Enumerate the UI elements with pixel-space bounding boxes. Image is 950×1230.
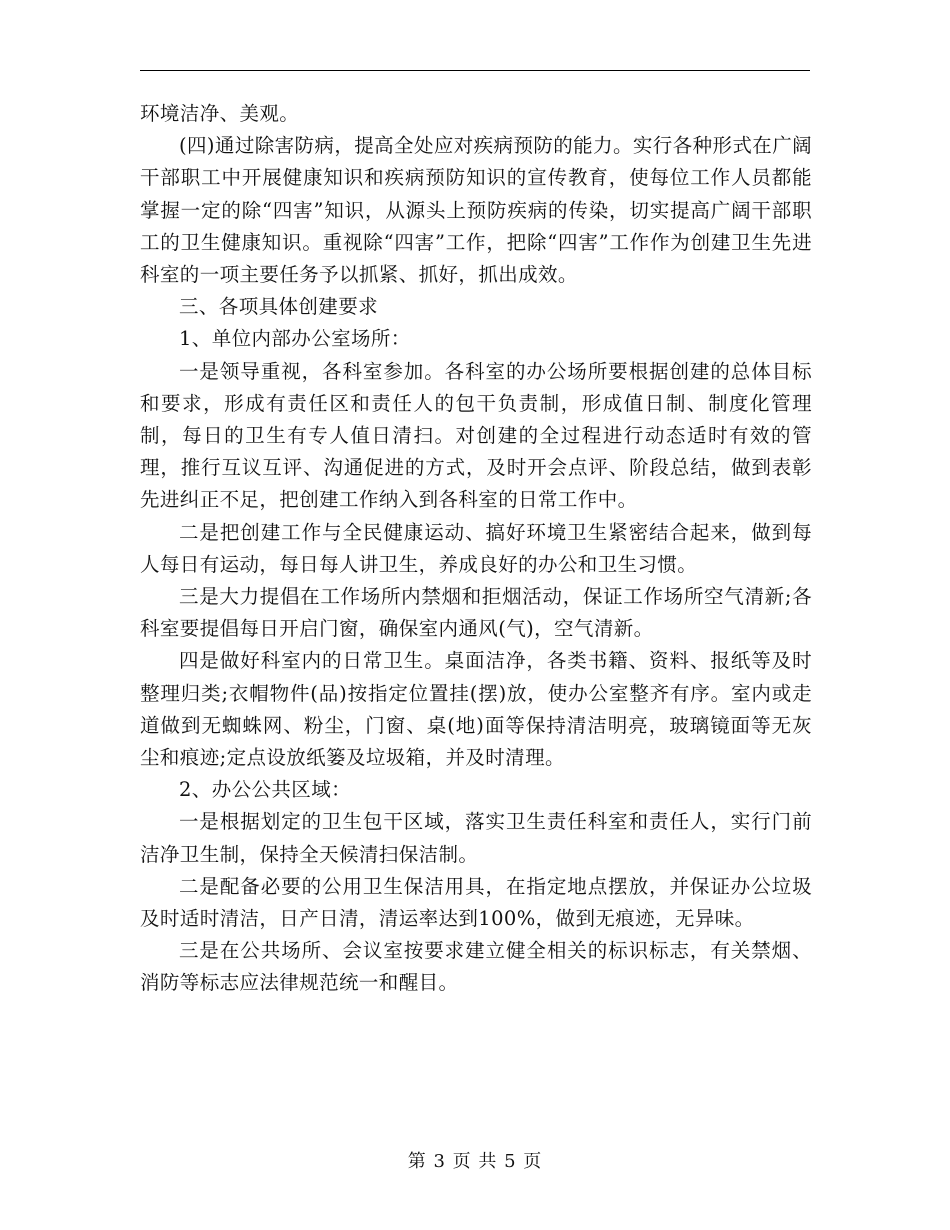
header-rule	[140, 70, 810, 71]
paragraph: 四是做好科室内的日常卫生。桌面洁净，各类书籍、资料、报纸等及时整理归类;衣帽物件(品)按指定位置挂(摆)放，使办公室整齐有序。室内或走道做到无蜘蛛网、粉尘，门窗、桌(地)面等保持清洁明亮，玻璃镜面等无灰尘和痕迹;定点设放纸篓及垃圾箱，并及时清理。	[140, 649, 812, 770]
paragraph: 一是领导重视，各科室参加。各科室的办公场所要根据创建的总体目标和要求，形成有责任区和责任人的包干负责制，形成值日制、制度化管理制，每日的卫生有专人值日清扫。对创建的全过程进行动态适时有效的管理，推行互议互评、沟通促进的方式，及时开会点评、阶段总结，做到表彰先进纠正不足，把创建工作纳入到各科室的日常工作中。	[140, 359, 812, 512]
subsection-heading: 2、办公公共区域：	[179, 778, 352, 802]
paragraph: 二是配备必要的公用卫生保洁用具，在指定地点摆放，并保证办公垃圾及时适时清洁，日产日清，清运率达到100%，做到无痕迹，无异味。	[140, 874, 812, 931]
paragraph: (四)通过除害防病，提高全处应对疾病预防的能力。实行各种形式在广阔干部职工中开展健康知识和疾病预防知识的宣传教育，使每位工作人员都能掌握一定的除“四害”知识，从源头上预防疾病的传染，切实提高广阔干部职工的卫生健康知识。重视除“四害”工作，把除“四害”工作作为创建卫生先进科室的一项主要任务予以抓紧、抓好，抓出成效。	[140, 134, 812, 287]
document-body	[140, 98, 812, 1000]
paragraph: 环境洁净、美观。	[140, 102, 300, 125]
page-number-footer: 第 3 页 共 5 页	[407, 1151, 543, 1172]
paragraph: 三是大力提倡在工作场所内禁烟和拒烟活动，保证工作场所空气清新;各科室要提倡每日开启门窗，确保室内通风(气)，空气清新。	[140, 585, 812, 641]
section-heading: 三、各项具体创建要求	[179, 295, 379, 319]
subsection-heading: 1、单位内部办公室场所：	[179, 327, 411, 351]
paragraph: 三是在公共场所、会议室按要求建立健全相关的标识标志，有关禁烟、消防等标志应法律规范统一和醒目。	[140, 939, 812, 995]
paragraph: 一是根据划定的卫生包干区域，落实卫生责任科室和责任人，实行门前洁净卫生制，保持全天候清扫保洁制。	[140, 810, 812, 866]
paragraph: 二是把创建工作与全民健康运动、搞好环境卫生紧密结合起来，做到每人每日有运动，每日每人讲卫生，养成良好的办公和卫生习惯。	[140, 520, 812, 576]
